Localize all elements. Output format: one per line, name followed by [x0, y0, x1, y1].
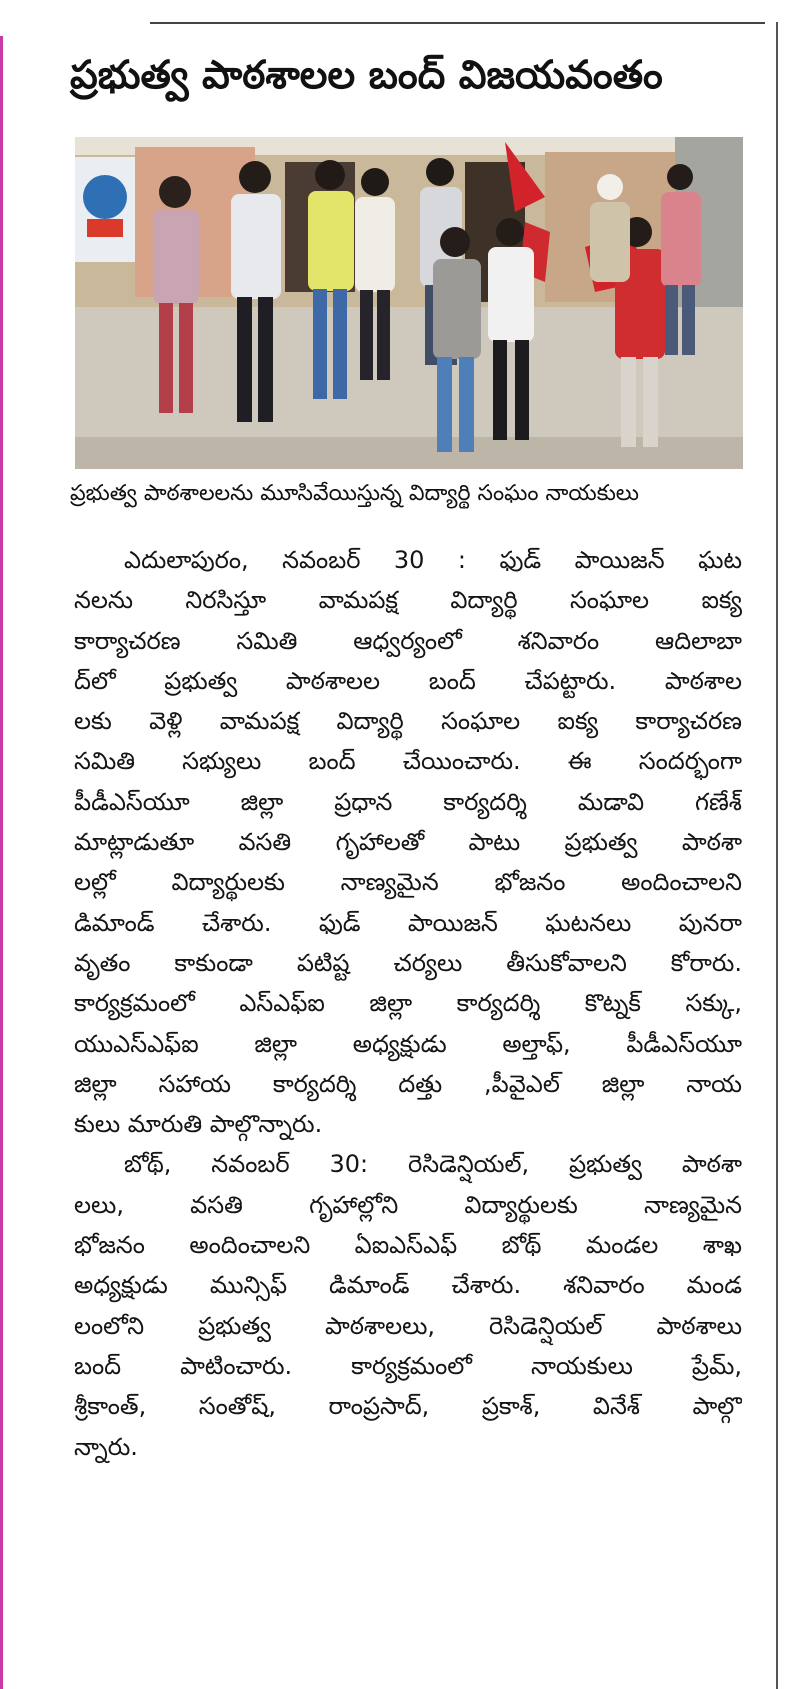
article-text-line: కార్యాచరణ సమితి ఆధ్వర్యంలో శనివారం ఆదిలాబా [74, 626, 742, 655]
article-text-line: పీడీఎస్‌యూ జిల్లా ప్రధాన కార్యదర్శి మడావి గణేశ్ [74, 787, 742, 816]
article-text-line: కులు మారుతి పాల్గొన్నారు. [74, 1110, 323, 1139]
page-top-rule [150, 22, 765, 24]
article-text-line: బంద్ పాటించారు. కార్యక్రమంలో నాయకులు ప్రేమ్, [74, 1351, 742, 1380]
page-left-border [0, 36, 3, 1689]
article-text-line: లంలోని ప్రభుత్వ పాఠశాలలు, రెసిడెన్షియల్ పాఠశాలు [74, 1311, 742, 1340]
article-photo [75, 137, 743, 469]
article-text-line: ఎదులాపురం, నవంబర్ 30 : ఫుడ్ పాయిజన్ ఘట [124, 546, 742, 574]
article-text-line: కార్యక్రమంలో ఎస్ఎఫ్ఐ జిల్లా కార్యదర్శి కొట్నక్ సక్కు, [74, 989, 742, 1018]
article-text-line: సమితి సభ్యులు బంద్ చేయించారు. ఈ సందర్భంగా [74, 747, 742, 776]
article-text-line: ద్‌లో ప్రభుత్వ పాఠశాలల బంద్ చేపట్టారు. పాఠశాల [74, 666, 742, 695]
article-text-line: భోజనం అందించాలని ఏఐఎస్ఎఫ్ బోథ్ మండల శాఖ [74, 1231, 742, 1260]
article-text-line: జిల్లా సహాయ కార్యదర్శి దత్తు ,పీవైఎల్ జిల్లా నాయ [74, 1069, 742, 1098]
article-text-line: యుఎస్ఎఫ్ఐ జిల్లా అధ్యక్షుడు అల్తాఫ్, పీడీఎస్‌యూ [74, 1029, 742, 1058]
article-body [74, 540, 742, 1467]
article-text-line: శ్రీకాంత్, సంతోష్, రాంప్రసాద్, ప్రకాశ్, వినేశ్ పాల్గొ [74, 1392, 742, 1421]
article-text-line: లకు వెళ్లి వామపక్ష విద్యార్థి సంఘాల ఐక్య కార్యాచరణ [74, 707, 742, 736]
article-text-line: బోథ్, నవంబర్ 30: రెసిడెన్షియల్, ప్రభుత్వ పాఠశా [124, 1150, 742, 1179]
article-text-line: మాట్లాడుతూ వసతి గృహాలతో పాటు ప్రభుత్వ పాఠశా [74, 828, 742, 857]
article-text-line: లలు, వసతి గృహాల్లోని విద్యార్థులకు నాణ్యమైన [74, 1190, 742, 1219]
article-text-line: అధ్యక్షుడు మున్సిఫ్ డిమాండ్ చేశారు. శనివారం మండ [74, 1271, 742, 1300]
photo-caption: ప్రభుత్వ పాఠశాలలను మూసివేయిస్తున్న విద్యార్థి సంఘం నాయకులు [70, 481, 640, 506]
column-divider [776, 22, 778, 1689]
article-text-line: నలను నిరసిస్తూ వామపక్ష విద్యార్థి సంఘాల ఐక్య [74, 586, 742, 615]
article-paragraph [74, 1144, 742, 1466]
article-headline: ప్రభుత్వ పాఠశాలల బంద్ విజయవంతం [70, 53, 663, 98]
article-text-line: వృతం కాకుండా పటిష్ట చర్యలు తీసుకోవాలని కోరారు. [74, 948, 742, 977]
article-text-line: లల్లో విద్యార్థులకు నాణ్యమైన భోజనం అందించాలని [74, 868, 742, 897]
article-text-line: డిమాండ్ చేశారు. ఫుడ్ పాయిజన్ ఘటనలు పునరా [74, 908, 742, 937]
article-text-line: న్నారు. [74, 1432, 138, 1461]
article-paragraph [74, 540, 742, 1144]
